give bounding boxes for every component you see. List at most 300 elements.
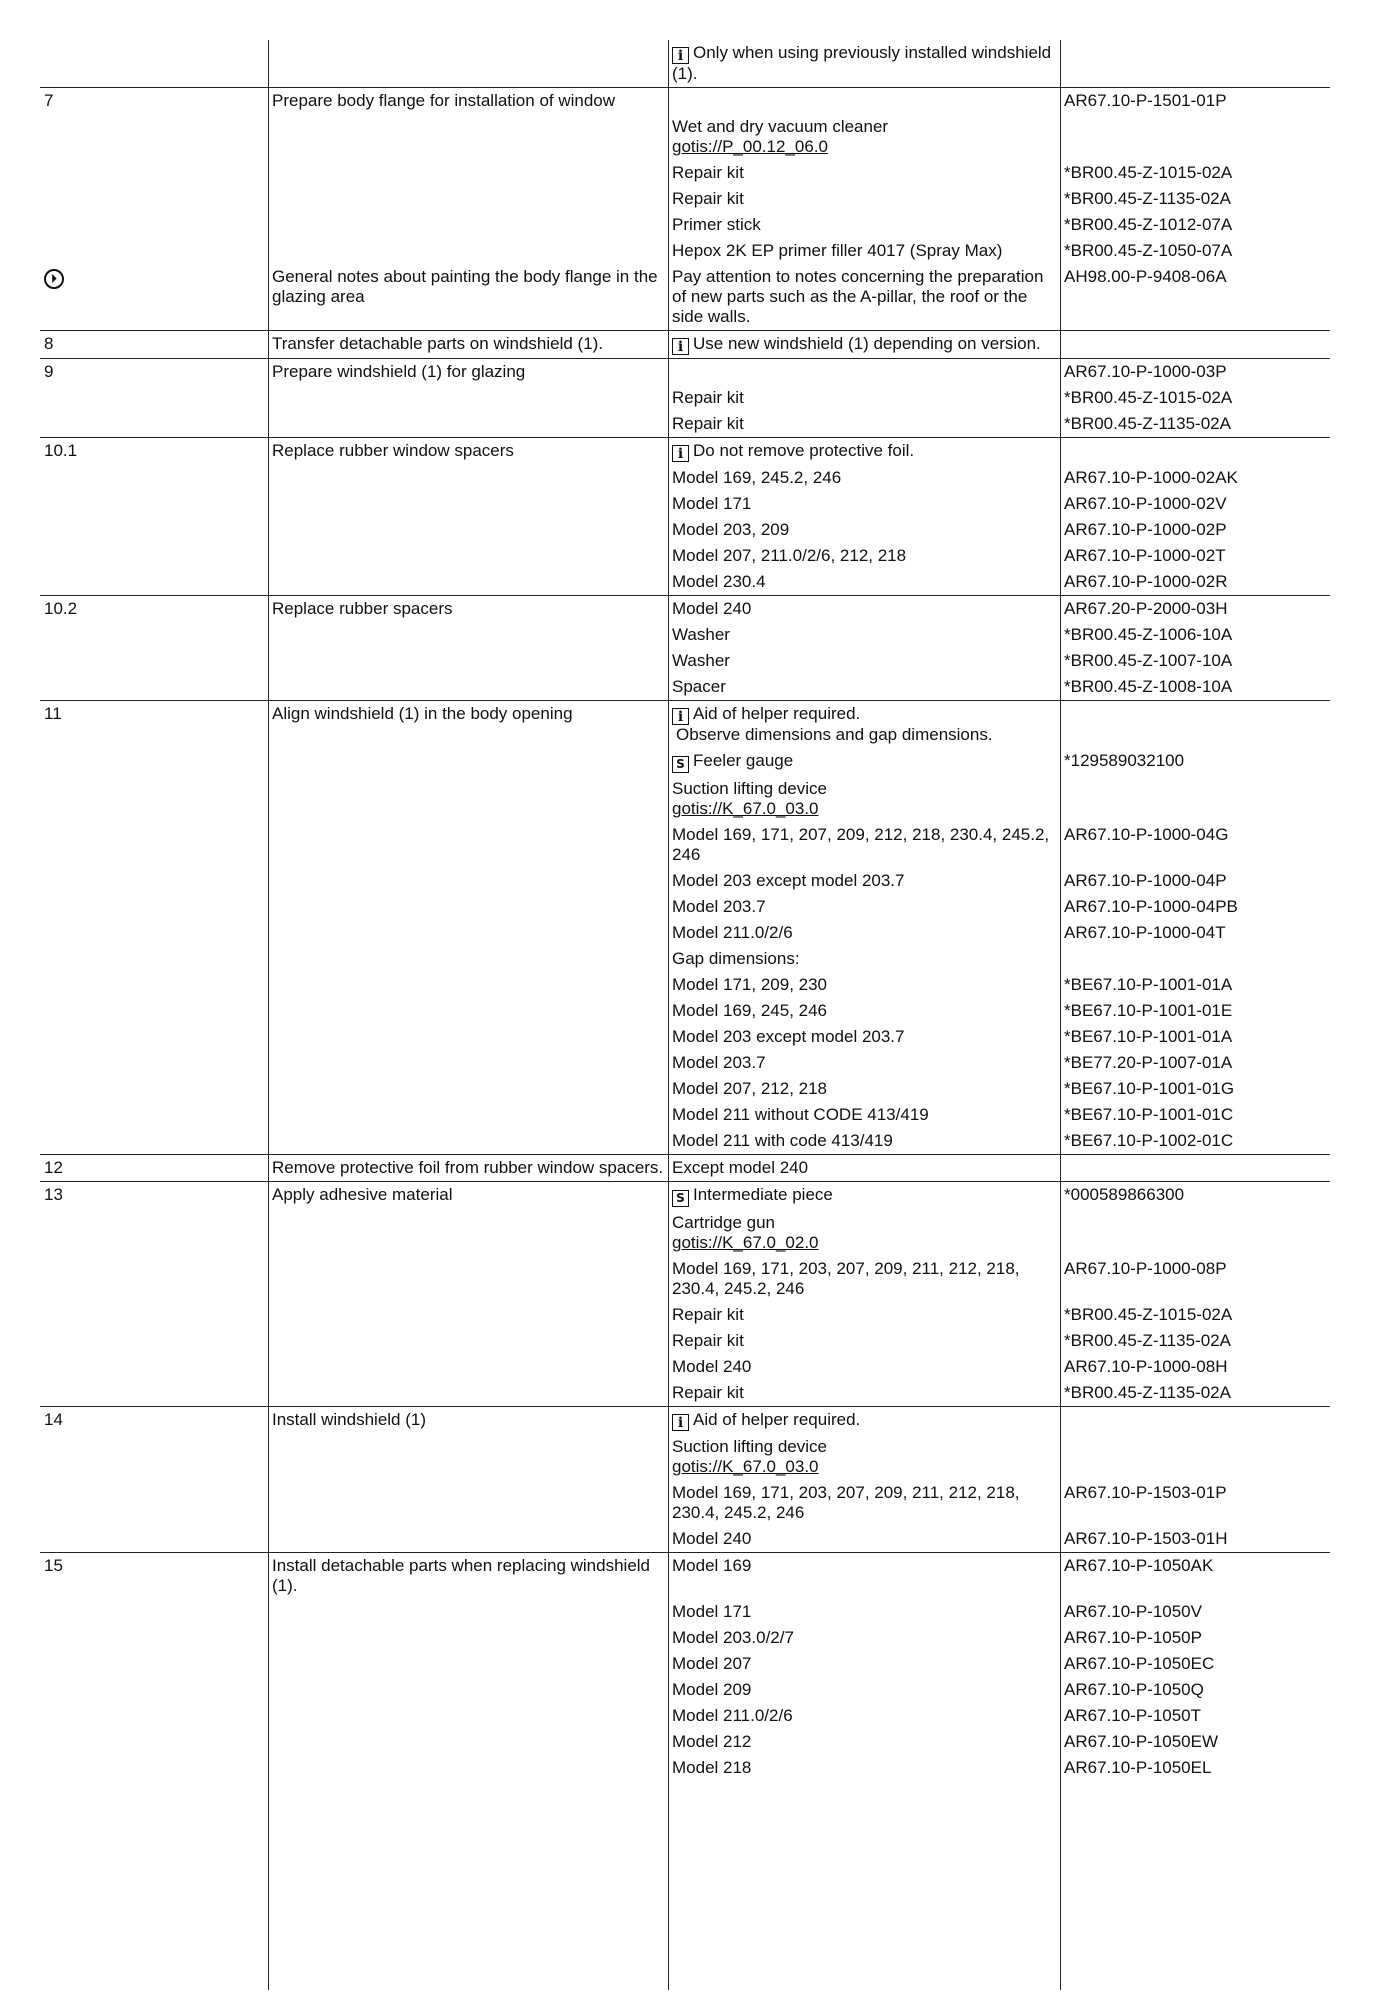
material-text: Model 169, 171, 207, 209, 212, 218, 230.4, 245.2, 246 [672,825,1050,864]
material-text: Do not remove protective foil. [693,441,915,460]
table-row [40,822,1330,868]
step-material [668,776,1060,822]
table-row [40,674,1330,701]
table-row [40,1755,1330,1781]
material-text: Spacer [672,677,726,696]
step-number [40,160,268,186]
table-row [40,1354,1330,1380]
step-number [40,1651,268,1677]
procedure-step [40,1182,1330,1407]
step-description [268,465,668,491]
step-number [40,1128,268,1155]
table-row [40,1210,1330,1256]
table-row [40,1182,1330,1211]
procedure-step [40,438,1330,596]
document-reference[interactable]: *BE67.10-P-1001-01G [1064,1079,1235,1098]
material-text: Suction lifting device [672,1437,827,1456]
document-reference[interactable]: AR67.10-P-1000-04P [1064,871,1227,890]
step-description: Align windshield (1) in the body opening [272,704,573,723]
step-number [40,1328,268,1354]
material-text: Model 207 [672,1654,752,1673]
step-number [40,1625,268,1651]
step-description [268,674,668,701]
tool-icon: S [672,756,689,773]
info-icon: i [672,47,689,64]
document-reference[interactable]: AR67.10-P-1000-03P [1064,362,1227,381]
document-reference[interactable]: AR67.10-P-1000-02V [1064,494,1227,513]
step-material [668,438,1060,466]
document-reference [1060,701,1330,749]
material-text: Model 169 [672,1556,752,1575]
step-description [268,748,668,776]
step-description [268,920,668,946]
step-number [40,264,268,331]
document-reference[interactable]: AR67.10-P-1000-08H [1064,1357,1228,1376]
step-material [668,385,1060,411]
step-description [268,894,668,920]
step-material [668,701,1060,749]
step-description [268,972,668,998]
step-number [40,972,268,998]
document-reference[interactable]: *BE67.10-P-1001-01A [1064,975,1233,994]
material-text: Cartridge gun [672,1213,776,1232]
gotis-link[interactable]: gotis://K_67.0_02.0 [672,1233,819,1252]
info-icon: i [672,1414,689,1431]
material-text: Aid of helper required. [693,704,861,723]
step-number: 13 [44,1185,63,1204]
step-material [668,331,1060,359]
step-material [668,1526,1060,1553]
step-number: 12 [44,1158,63,1177]
document-reference [1060,776,1330,822]
step-material [668,1380,1060,1407]
material-text: Model 169, 171, 203, 207, 209, 211, 212, 218, 230.4, 245.2, 246 [672,1483,1020,1522]
document-reference [1060,1434,1330,1480]
material-text: Model 211 without CODE 413/419 [672,1105,929,1124]
step-number [40,385,268,411]
step-number [40,411,268,438]
material-text: Hepox 2K EP primer filler 4017 (Spray Max) [672,241,1003,260]
step-material [668,491,1060,517]
material-text: Primer stick [672,215,761,234]
table-row [40,776,1330,822]
step-number [40,1480,268,1526]
document-reference[interactable]: *BR00.45-Z-1007-10A [1064,651,1233,670]
procedure-step [40,596,1330,701]
table-row [40,1677,1330,1703]
document-reference[interactable]: *000589866300 [1064,1185,1185,1204]
table-row [40,1703,1330,1729]
material-text: Model 209 [672,1680,752,1699]
step-description: General notes about painting the body flange in the glazing area [272,267,658,306]
material-text: Model 212 [672,1732,752,1751]
table-row [40,1102,1330,1128]
material-text: Model 230.4 [672,572,766,591]
gotis-link[interactable]: gotis://K_67.0_03.0 [672,1457,819,1476]
step-number [40,622,268,648]
material-text: Model 207, 212, 218 [672,1079,828,1098]
step-material [668,212,1060,238]
table-row [40,114,1330,160]
step-description [268,1729,668,1755]
step-material [668,894,1060,920]
table-row [40,264,1330,331]
material-text: Suction lifting device [672,779,827,798]
material-text: Pay attention to notes concerning the preparation of new parts such as the A-pillar, the roof or the side walls. [672,267,1044,326]
document-reference[interactable]: AR67.10-P-1050EW [1064,1732,1219,1751]
material-text: Model 203, 209 [672,520,790,539]
step-description [268,1328,668,1354]
table-row [40,1328,1330,1354]
document-reference[interactable]: *BR00.45-Z-1015-02A [1064,1305,1233,1324]
step-material [668,517,1060,543]
step-number [40,1256,268,1302]
step-material [668,1076,1060,1102]
step-number [40,1076,268,1102]
step-number [40,1354,268,1380]
step-description [268,822,668,868]
step-number [40,1102,268,1128]
step-material [668,1354,1060,1380]
step-material [668,972,1060,998]
step-material [668,569,1060,596]
step-description [268,40,668,88]
table-row [40,748,1330,776]
step-number [40,1677,268,1703]
step-material [668,748,1060,776]
procedure-step [40,1155,1330,1182]
document-reference[interactable]: *BE67.10-P-1001-01C [1064,1105,1234,1124]
table-row [40,1155,1330,1182]
info-icon: i [672,338,689,355]
step-material [668,1328,1060,1354]
document-reference[interactable]: AR67.10-P-1000-08P [1064,1259,1227,1278]
step-material [668,88,1060,115]
material-text: Repair kit [672,163,744,182]
step-number [40,186,268,212]
step-material [668,648,1060,674]
step-material [668,1155,1060,1182]
step-material [668,622,1060,648]
document-reference[interactable]: AR67.10-P-1050AK [1064,1556,1214,1575]
table-row [40,359,1330,386]
document-reference[interactable]: *BR00.45-Z-1015-02A [1064,163,1233,182]
document-reference[interactable]: *BR00.45-Z-1012-07A [1064,215,1233,234]
step-description [268,1677,668,1703]
table-row [40,1625,1330,1651]
step-number [40,998,268,1024]
step-description [268,1128,668,1155]
step-description [268,186,668,212]
step-description: Install detachable parts when replacing windshield (1). [272,1556,651,1595]
table-row [40,946,1330,972]
step-description: Replace rubber window spacers [272,441,514,460]
step-material [668,40,1060,88]
material-text: Only when using previously installed windshield (1). [672,43,1052,83]
step-material [668,1128,1060,1155]
step-number [40,946,268,972]
procedure-step [40,264,1330,331]
step-number [40,868,268,894]
document-reference [1060,946,1330,972]
table-row [40,1128,1330,1155]
step-description [268,238,668,264]
step-description [268,1526,668,1553]
document-reference[interactable]: AR67.10-P-1000-04PB [1064,897,1238,916]
document-reference[interactable]: *BR00.45-Z-1015-02A [1064,388,1233,407]
procedure-step [40,40,1330,88]
document-reference[interactable]: *BE67.10-P-1001-01A [1064,1027,1233,1046]
document-reference[interactable]: AR67.10-P-1000-02T [1064,546,1226,565]
table-row [40,1407,1330,1435]
step-description [268,517,668,543]
step-number [40,1024,268,1050]
step-number [40,748,268,776]
table-row [40,491,1330,517]
step-number [40,212,268,238]
step-description [268,212,668,238]
step-description [268,776,668,822]
document-page [40,40,1330,1990]
table-row [40,1302,1330,1328]
document-reference [1060,1210,1330,1256]
material-text: Gap dimensions: [672,949,800,968]
step-description: Prepare windshield (1) for glazing [272,362,526,381]
material-text: Model 240 [672,599,752,618]
step-description [268,543,668,569]
document-reference[interactable]: *BR00.45-Z-1008-10A [1064,677,1233,696]
material-text: Repair kit [672,388,744,407]
step-material [668,411,1060,438]
procedure-table [40,40,1330,1781]
document-reference [1060,1155,1330,1182]
step-description [268,622,668,648]
step-number [40,465,268,491]
notes-icon[interactable]: ⏵ [44,269,64,289]
document-reference[interactable]: AR67.20-P-2000-03H [1064,599,1228,618]
document-reference [1060,331,1330,359]
document-reference[interactable]: AR67.10-P-1050EC [1064,1654,1215,1673]
step-description [268,1651,668,1677]
document-reference[interactable]: AR67.10-P-1000-02R [1064,572,1228,591]
table-row [40,1651,1330,1677]
table-row [40,212,1330,238]
document-reference[interactable]: *BR00.45-Z-1135-02A [1064,189,1231,208]
step-description: Replace rubber spacers [272,599,453,618]
step-number [40,1755,268,1781]
document-reference[interactable]: *BR00.45-Z-1050-07A [1064,241,1233,260]
document-reference[interactable]: AR67.10-P-1050Q [1064,1680,1204,1699]
step-number [40,543,268,569]
step-description [268,1050,668,1076]
step-description [268,1480,668,1526]
document-reference[interactable]: AR67.10-P-1000-02AK [1064,468,1238,487]
step-description [268,1024,668,1050]
material-text: Model 203 except model 203.7 [672,1027,905,1046]
step-description [268,1434,668,1480]
step-material [668,1755,1060,1781]
step-material [668,238,1060,264]
step-number: 10.1 [44,441,78,460]
step-material [668,1434,1060,1480]
table-row [40,894,1330,920]
document-reference[interactable]: AH98.00-P-9408-06A [1064,267,1227,286]
step-material [668,1703,1060,1729]
step-description [268,491,668,517]
step-description [268,160,668,186]
step-description [268,569,668,596]
material-text: Repair kit [672,1305,744,1324]
document-reference[interactable]: AR67.10-P-1000-04G [1064,825,1229,844]
document-reference[interactable]: *129589032100 [1064,751,1185,770]
document-reference[interactable]: AR67.10-P-1050T [1064,1706,1202,1725]
step-material [668,596,1060,623]
document-reference[interactable]: *BR00.45-Z-1135-02A [1064,414,1231,433]
document-reference[interactable]: AR67.10-P-1050P [1064,1628,1202,1647]
step-number [40,1729,268,1755]
step-description [268,1755,668,1781]
document-reference[interactable]: AR67.10-P-1050EL [1064,1758,1212,1777]
table-row [40,411,1330,438]
material-text: Model 203.7 [672,1053,766,1072]
document-reference[interactable]: AR67.10-P-1000-02P [1064,520,1227,539]
step-material [668,674,1060,701]
gotis-link[interactable]: gotis://P_00.12_06.0 [672,137,828,156]
step-number [40,114,268,160]
step-material [668,1024,1060,1050]
table-row [40,186,1330,212]
document-reference[interactable]: AR67.10-P-1503-01P [1064,1483,1227,1502]
step-number [40,517,268,543]
material-text: Washer [672,651,730,670]
step-material [668,1210,1060,1256]
material-text: Aid of helper required. [693,1410,861,1429]
table-row [40,1024,1330,1050]
step-material [668,1050,1060,1076]
step-description [268,868,668,894]
step-material [668,114,1060,160]
procedure-step [40,701,1330,1155]
step-material [668,1677,1060,1703]
material-text: Model 240 [672,1357,752,1376]
document-reference[interactable]: *BR00.45-Z-1135-02A [1064,1331,1231,1350]
step-number: 7 [44,91,54,110]
table-row [40,701,1330,749]
step-material [668,1407,1060,1435]
material-text: Model 211.0/2/6 [672,1706,793,1725]
step-material [668,1599,1060,1625]
document-reference[interactable]: AR67.10-P-1050V [1064,1602,1202,1621]
document-reference[interactable]: AR67.10-P-1000-04T [1064,923,1226,942]
step-number [40,238,268,264]
table-row [40,622,1330,648]
document-reference [1060,40,1330,88]
step-description [268,946,668,972]
table-row [40,569,1330,596]
info-icon: i [672,445,689,462]
material-text: Model 171, 209, 230 [672,975,828,994]
step-material [668,160,1060,186]
table-row [40,596,1330,623]
step-number [40,776,268,822]
material-text: Model 203.7 [672,897,766,916]
material-text: Repair kit [672,189,744,208]
step-material [668,543,1060,569]
table-row [40,920,1330,946]
material-text: Washer [672,625,730,644]
material-text: Model 169, 171, 203, 207, 209, 211, 212, 218, 230.4, 245.2, 246 [672,1259,1020,1298]
step-material [668,1553,1060,1600]
step-material [668,1625,1060,1651]
step-material [668,1256,1060,1302]
step-number: 10.2 [44,599,78,618]
table-row [40,1480,1330,1526]
procedure-step [40,1553,1330,1782]
table-row [40,1434,1330,1480]
step-description [268,998,668,1024]
material-text: Except model 240 [672,1158,809,1177]
document-reference[interactable]: AR67.10-P-1501-01P [1064,91,1227,110]
document-reference[interactable]: *BR00.45-Z-1135-02A [1064,1383,1231,1402]
step-description [268,1102,668,1128]
step-number: 15 [44,1556,63,1575]
tool-icon: S [672,1190,689,1207]
step-number [40,491,268,517]
table-row [40,1729,1330,1755]
step-number [40,1703,268,1729]
step-description [268,114,668,160]
document-reference[interactable]: *BE77.20-P-1007-01A [1064,1053,1233,1072]
material-text: Model 207, 211.0/2/6, 212, 218 [672,546,907,565]
step-material [668,1729,1060,1755]
material-text: Repair kit [672,1331,744,1350]
step-description: Apply adhesive material [272,1185,453,1204]
material-text: Model 211.0/2/6 [672,923,793,942]
table-row [40,40,1330,88]
step-number [40,569,268,596]
table-row [40,648,1330,674]
step-number [40,1380,268,1407]
material-note: Observe dimensions and gap dimensions. [676,725,993,744]
procedure-step [40,88,1330,265]
step-material [668,946,1060,972]
document-reference[interactable]: *BE67.10-P-1001-01E [1064,1001,1233,1020]
material-text: Repair kit [672,1383,744,1402]
step-number [40,1050,268,1076]
step-description [268,385,668,411]
step-number [40,40,268,88]
material-text: Model 203.0/2/7 [672,1628,794,1647]
table-row [40,1526,1330,1553]
table-row [40,1076,1330,1102]
gotis-link[interactable]: gotis://K_67.0_03.0 [672,799,819,818]
step-number [40,920,268,946]
step-material [668,264,1060,331]
table-row [40,1599,1330,1625]
material-text: Intermediate piece [693,1185,833,1204]
step-material [668,822,1060,868]
step-description [268,1256,668,1302]
step-description [268,1599,668,1625]
step-number [40,674,268,701]
document-reference[interactable]: AR67.10-P-1503-01H [1064,1529,1228,1548]
step-description: Install windshield (1) [272,1410,427,1429]
step-material [668,998,1060,1024]
step-description: Prepare body flange for installation of window [272,91,616,110]
document-reference[interactable]: *BR00.45-Z-1006-10A [1064,625,1233,644]
document-reference[interactable]: *BE67.10-P-1002-01C [1064,1131,1234,1150]
material-text: Model 218 [672,1758,752,1777]
